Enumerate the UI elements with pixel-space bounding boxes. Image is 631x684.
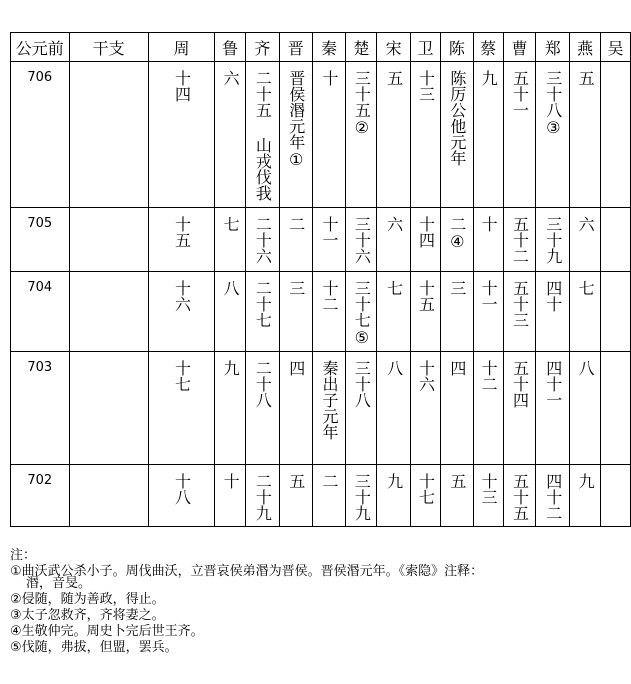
entry-cell — [246, 272, 280, 352]
entry-text: 五十四 — [510, 360, 530, 408]
entry-cell — [215, 62, 246, 208]
entry-text: 九 — [479, 70, 499, 86]
entry-text: 十二 — [479, 360, 499, 392]
entry-cell — [473, 465, 503, 527]
entry-cell — [377, 208, 411, 272]
entry-cell — [473, 272, 503, 352]
entry-cell — [148, 352, 214, 465]
entry-text: 十三 — [416, 70, 436, 102]
entry-text: 三十八③ — [543, 70, 563, 137]
entry-text: 五 — [286, 473, 306, 489]
header-cell: 秦 — [312, 33, 346, 62]
entry-cell — [377, 62, 411, 208]
header-cell: 楚 — [346, 33, 377, 62]
entry-cell — [411, 208, 441, 272]
entry-cell — [346, 62, 377, 208]
entry-text: 二十九 — [253, 473, 273, 521]
entry-cell — [570, 465, 601, 527]
entry-cell — [503, 465, 536, 527]
entry-cell — [69, 208, 148, 272]
year-cell: 702 — [11, 465, 70, 527]
entry-text: 五 — [384, 70, 404, 86]
entry-cell — [411, 465, 441, 527]
entry-cell — [215, 465, 246, 527]
entry-text: 十五 — [416, 280, 436, 312]
entry-text: 二十七 — [253, 280, 273, 328]
notes-title: 注： — [10, 548, 37, 563]
entry-cell — [69, 465, 148, 527]
entry-cell — [601, 272, 631, 352]
entry-cell — [440, 208, 473, 272]
entry-text: 二 — [320, 473, 340, 489]
entry-cell — [440, 62, 473, 208]
entry-text: 八 — [221, 280, 241, 296]
entry-text: 八 — [576, 360, 596, 376]
header-cell: 鲁 — [215, 33, 246, 62]
entry-text: 十五 — [172, 216, 192, 248]
note-5: ⑤伐随，弗拔，但盟，罢兵。 — [10, 640, 178, 655]
entry-text: 十一 — [320, 216, 340, 248]
header-cell: 宋 — [377, 33, 411, 62]
header-row — [11, 33, 631, 62]
year-cell: 704 — [11, 272, 70, 352]
entry-cell — [279, 272, 312, 352]
entry-text: 晋侯湣元年① — [286, 70, 306, 169]
header-cell: 周 — [148, 33, 214, 62]
entry-cell — [312, 62, 346, 208]
entry-cell — [69, 352, 148, 465]
entry-cell — [246, 352, 280, 465]
notes-section — [10, 548, 622, 656]
table-row — [11, 352, 631, 465]
entry-text: 三十九 — [352, 473, 372, 521]
entry-cell — [148, 62, 214, 208]
entry-text: 秦出子元年 — [320, 360, 340, 440]
header-cell: 燕 — [570, 33, 601, 62]
entry-text: 五十二 — [510, 216, 530, 264]
entry-cell — [312, 208, 346, 272]
table-body — [11, 62, 631, 527]
table-row — [11, 208, 631, 272]
entry-cell — [570, 208, 601, 272]
note-1-continued: 湣，音旻。 — [26, 576, 92, 591]
header-cell: 晋 — [279, 33, 312, 62]
note-4: ④生敬仲完。周史卜完后世王齐。 — [10, 624, 204, 639]
entry-cell — [346, 208, 377, 272]
entry-cell — [473, 352, 503, 465]
entry-text: 十四 — [172, 70, 192, 102]
note-3: ③太子忽救齐，齐将妻之。 — [10, 608, 165, 623]
entry-text: 九 — [221, 360, 241, 376]
chronology-table — [10, 32, 631, 527]
entry-text: 八 — [384, 360, 404, 376]
header-cell: 曹 — [503, 33, 536, 62]
entry-cell — [312, 352, 346, 465]
year-cell: 703 — [11, 352, 70, 465]
entry-cell — [279, 62, 312, 208]
entry-text: 四十二 — [543, 473, 563, 521]
entry-text: 二十五 山戎伐我 — [253, 70, 273, 201]
header-cell: 蔡 — [473, 33, 503, 62]
entry-text: 五 — [576, 70, 596, 86]
entry-cell — [312, 272, 346, 352]
entry-text: 五 — [447, 473, 467, 489]
entry-cell — [503, 352, 536, 465]
entry-text: 二 — [286, 216, 306, 232]
entry-cell — [246, 208, 280, 272]
note-2: ②侵随，随为善政，得止。 — [10, 592, 165, 607]
entry-cell — [246, 465, 280, 527]
header-cell: 卫 — [411, 33, 441, 62]
year-cell: 705 — [11, 208, 70, 272]
entry-cell — [570, 272, 601, 352]
entry-text: 三 — [286, 280, 306, 296]
header-cell: 公元前 — [11, 33, 70, 62]
entry-cell — [440, 465, 473, 527]
entry-cell — [503, 272, 536, 352]
entry-cell — [601, 208, 631, 272]
entry-cell — [346, 272, 377, 352]
entry-text: 七 — [576, 280, 596, 296]
note-1: ①曲沃武公杀小子。周伐曲沃，立晋哀侯弟湣为晋侯。晋侯湣元年。《索隐》注释： — [10, 564, 484, 579]
table-row — [11, 465, 631, 527]
entry-text: 陈厉公他元年 — [447, 70, 467, 166]
table-row — [11, 272, 631, 352]
entry-cell — [148, 208, 214, 272]
entry-cell — [570, 352, 601, 465]
entry-cell — [473, 208, 503, 272]
entry-cell — [473, 62, 503, 208]
entry-text: 二十六 — [253, 216, 273, 264]
entry-cell — [377, 272, 411, 352]
entry-cell — [148, 272, 214, 352]
entry-cell — [536, 62, 570, 208]
entry-cell — [69, 272, 148, 352]
entry-text: 二④ — [447, 216, 467, 251]
header-cell: 干支 — [69, 33, 148, 62]
entry-cell — [411, 62, 441, 208]
entry-cell — [440, 272, 473, 352]
header-cell: 吴 — [601, 33, 631, 62]
entry-text: 六 — [221, 70, 241, 86]
table-row — [11, 62, 631, 208]
entry-cell — [215, 352, 246, 465]
entry-text: 十八 — [172, 473, 192, 505]
entry-text: 三十六 — [352, 216, 372, 264]
entry-cell — [411, 272, 441, 352]
entry-cell — [503, 208, 536, 272]
entry-text: 十一 — [479, 280, 499, 312]
entry-cell — [440, 352, 473, 465]
entry-cell — [279, 465, 312, 527]
year-cell: 706 — [11, 62, 70, 208]
entry-cell — [601, 465, 631, 527]
entry-text: 三 — [447, 280, 467, 296]
entry-text: 六 — [576, 216, 596, 232]
entry-text: 十三 — [479, 473, 499, 505]
entry-cell — [411, 352, 441, 465]
entry-cell — [215, 208, 246, 272]
entry-cell — [312, 465, 346, 527]
entry-text: 四十 — [543, 280, 563, 312]
header-cell: 郑 — [536, 33, 570, 62]
entry-text: 九 — [384, 473, 404, 489]
entry-text: 十七 — [416, 473, 436, 505]
entry-cell — [279, 208, 312, 272]
entry-cell — [536, 208, 570, 272]
entry-cell — [215, 272, 246, 352]
entry-cell — [601, 62, 631, 208]
entry-text: 二十八 — [253, 360, 273, 408]
entry-text: 四十一 — [543, 360, 563, 408]
entry-text: 十 — [221, 473, 241, 489]
entry-text: 三十九 — [543, 216, 563, 264]
entry-cell — [570, 62, 601, 208]
entry-cell — [536, 272, 570, 352]
entry-cell — [503, 62, 536, 208]
header-cell: 齐 — [246, 33, 280, 62]
entry-text: 五十五 — [510, 473, 530, 521]
entry-text: 十二 — [320, 280, 340, 312]
entry-text: 五十一 — [510, 70, 530, 118]
entry-text: 十 — [479, 216, 499, 232]
entry-text: 四 — [447, 360, 467, 376]
entry-text: 十 — [320, 70, 340, 86]
entry-text: 三十八 — [352, 360, 372, 408]
entry-cell — [346, 352, 377, 465]
entry-cell — [601, 352, 631, 465]
entry-text: 十七 — [172, 360, 192, 392]
entry-cell — [377, 352, 411, 465]
entry-text: 三十五② — [352, 70, 372, 137]
entry-text: 七 — [221, 216, 241, 232]
entry-text: 十六 — [416, 360, 436, 392]
entry-cell — [346, 465, 377, 527]
entry-cell — [377, 465, 411, 527]
header-cell: 陈 — [440, 33, 473, 62]
entry-cell — [279, 352, 312, 465]
entry-text: 七 — [384, 280, 404, 296]
entry-cell — [536, 352, 570, 465]
entry-cell — [69, 62, 148, 208]
entry-text: 六 — [384, 216, 404, 232]
entry-text: 十四 — [416, 216, 436, 248]
entry-text: 四 — [286, 360, 306, 376]
entry-cell — [148, 465, 214, 527]
entry-cell — [246, 62, 280, 208]
entry-text: 三十七⑤ — [352, 280, 372, 347]
entry-text: 九 — [576, 473, 596, 489]
entry-cell — [536, 465, 570, 527]
entry-text: 十六 — [172, 280, 192, 312]
entry-text: 五十三 — [510, 280, 530, 328]
